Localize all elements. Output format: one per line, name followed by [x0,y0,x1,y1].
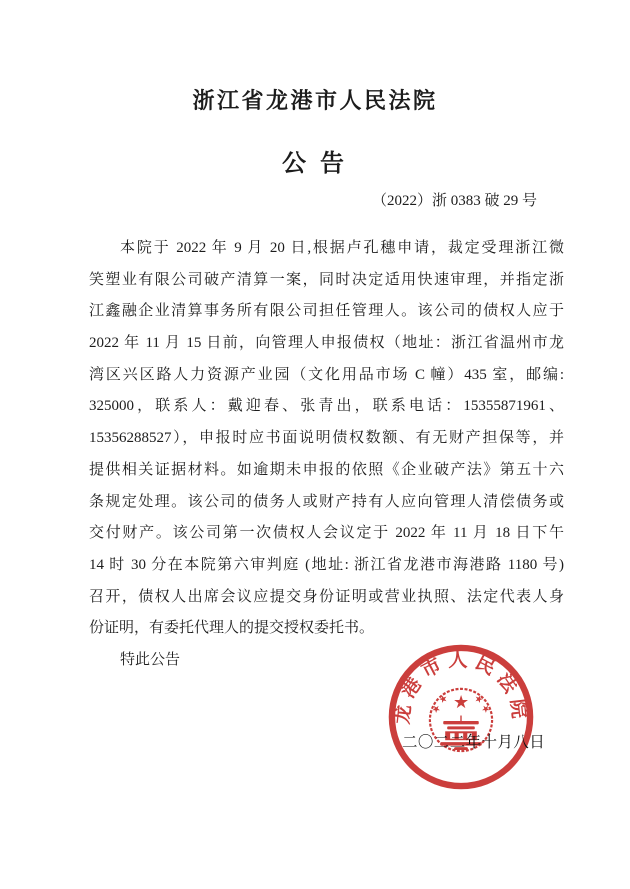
body-line: 湾区兴区路人力资源产业园（文化用品市场 C 幢）435 室，邮编: [89,366,564,383]
court-name: 浙江省龙港市人民法院 [192,88,438,113]
body-line: 江鑫融企业清算事务所有限公司担任管理人。该公司的债权人应于 [89,303,564,320]
star-icon: ★ [478,702,493,717]
star-icon: ★ [472,692,485,707]
body-line: 提供相关证据材料。如逾期未申报的依照《企业破产法》第五十六 [89,461,564,478]
body-line: 15356288527），申报时应书面说明债权数额、有无财产担保等，并 [89,430,564,447]
body-line: 本院于 2022 年 9 月 20 日,根据卢孔穗申请，裁定受理浙江微 [120,240,564,256]
body-line: 325000，联系人：戴迎春、张青出，联系电话：15355871961、 [89,398,564,415]
body-line: 2022 年 11 月 15 日前，向管理人申报债权（地址：浙江省温州市龙 [89,335,564,352]
closing-line: 特此公告 [120,651,181,668]
seal-text: 龙港市人民法院 [392,650,530,726]
issue-date: 二〇二二年十月八日 [402,734,546,751]
body-line: 份证明，有委托代理人的提交授权委托书。 [89,620,375,637]
body-line: 14 时 30 分在本院第六审判庭 (地址: 浙江省龙港市海港路 1180 号) [89,556,564,573]
body-line: 召开，债权人出席会议应提交身份证明或营业执照、法定代表人身 [89,588,564,605]
star-icon: ★ [429,702,444,717]
doc-title: 公 告 [282,151,348,177]
star-icon: ★ [437,692,450,707]
body-line: 笑塑业有限公司破产清算一案，同时决定适用快速审理，并指定浙 [89,271,564,288]
court-seal [387,643,535,791]
seal-text-curved [390,649,532,725]
case-number: （2022）浙 0383 破 29 号 [371,193,537,209]
announcement-body [89,233,564,677]
body-line: 交付财产。该公司第一次债权人会议定于 2022 年 11 月 18 日下午 [89,525,564,542]
body-line: 条规定处理。该公司的债务人或财产持有人应向管理人清偿债务或 [89,493,564,510]
star-icon: ★ [453,692,469,713]
